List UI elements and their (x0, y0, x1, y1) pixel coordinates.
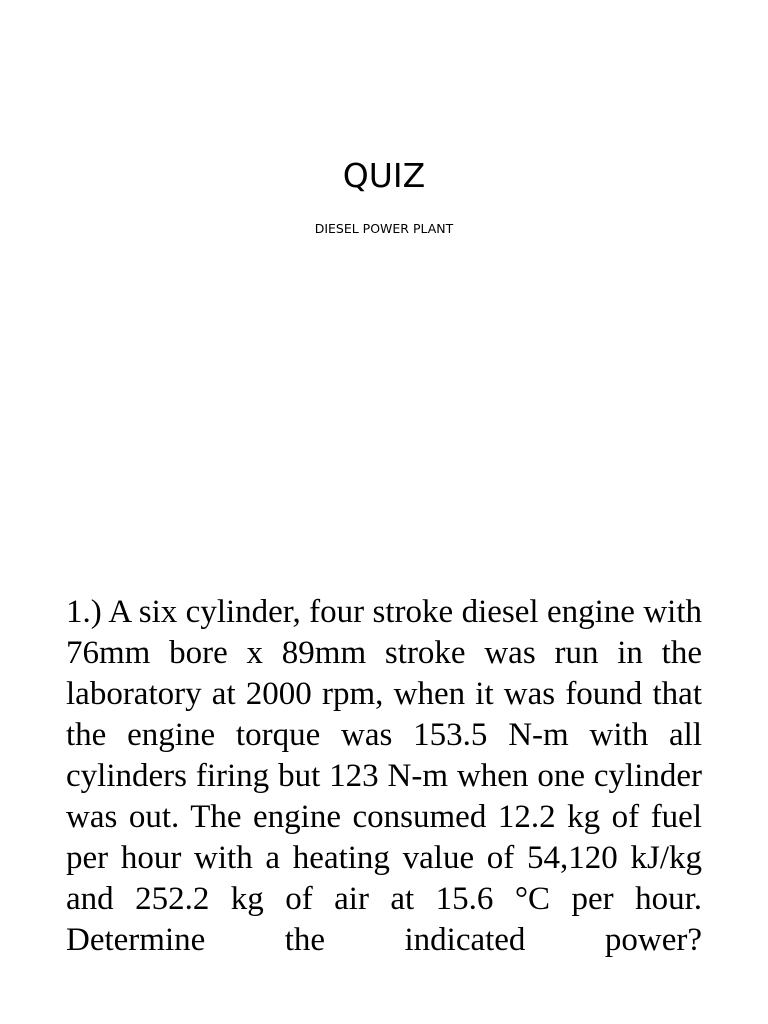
quiz-subtitle: DIESEL POWER PLANT (314, 221, 454, 236)
quiz-title: QUIZ (342, 156, 426, 195)
question-text: 1.) A six cylinder, four stroke diesel engine with 76mm bore x 89mm stroke was run in the laboratory at 2000 rpm, when it was found that the engine torque was 153.5 N-m with all cylinders firing but 123 N-m when one cylinder was out. The engine consumed 12.2 kg of fuel per hour with a heating value of 54,120 kJ/kg and 252.2 kg of air at 15.6 °C per hour. Determine the indicated power? (66, 594, 702, 958)
